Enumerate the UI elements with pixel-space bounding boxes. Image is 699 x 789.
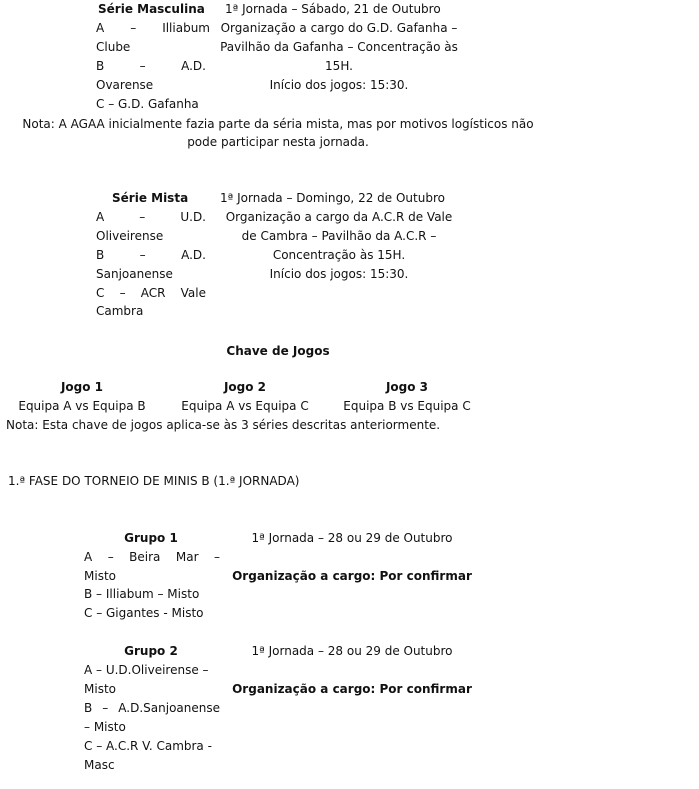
grupo2-title: Grupo 2 [124, 644, 178, 658]
team-name: Illiabum [162, 21, 210, 35]
grupo2-team-c-cont: Masc [84, 758, 115, 772]
serie-mista-team-a-cont: Oliveirense [96, 229, 164, 243]
team-letter: C [96, 286, 105, 300]
serie-masculina-team-c: C – G.D. Gafanha [96, 97, 199, 111]
team-word: Mar [175, 550, 199, 564]
team-word: – [102, 701, 109, 715]
serie-masculina-org-line: Pavilhão da Gafanha – Concentração às [220, 40, 458, 54]
serie-masculina-title: Série Masculina [98, 2, 205, 16]
fase-heading: 1.ª FASE DO TORNEIO DE MINIS B (1.ª JORNADA) [8, 474, 300, 488]
team-dash: – [139, 59, 146, 73]
team-word: – [213, 550, 220, 564]
grupo2-team-a-cont: Misto [84, 682, 116, 696]
grupo2-team-a: A – U.D.Oliveirense – [84, 663, 209, 677]
serie-masculina-team-b-cont: Ovarense [96, 78, 154, 92]
team-letter: A [96, 210, 105, 224]
serie-masculina-team-b [96, 57, 206, 76]
team-dash: – [130, 21, 137, 35]
game-match: Equipa A vs Equipa B [18, 399, 146, 413]
grupo2-team-b [84, 699, 220, 718]
team-letter: B [96, 59, 105, 73]
chave-note: Nota: Esta chave de jogos aplica-se às 3 séries descritas anteriormente. [6, 418, 441, 432]
serie-mista-team-c-cont: Cambra [96, 304, 144, 318]
team-dash: – [119, 286, 126, 300]
serie-mista-team-a [96, 208, 206, 227]
team-dash: – [139, 248, 146, 262]
team-name: A.D. [181, 59, 206, 73]
grupo1-team-a-cont: Misto [84, 569, 116, 583]
serie-masculina-team-a [96, 19, 210, 38]
team-name: Vale [180, 286, 206, 300]
serie-mista-team-b-cont: Sanjoanense [96, 267, 173, 281]
serie-mista-org-line: Concentração às 15H. [272, 248, 406, 262]
serie-masculina-note: Nota: A AGAA inicialmente fazia parte da séria mista, mas por motivos logísticos não [22, 117, 534, 131]
game-title: Jogo 2 [223, 380, 267, 394]
team-letter: B [96, 248, 105, 262]
grupo1-team-a [84, 548, 220, 567]
team-dash: – [139, 210, 146, 224]
team-word: B [84, 701, 93, 715]
game-match: Equipa A vs Equipa C [181, 399, 309, 413]
game-match: Equipa B vs Equipa C [343, 399, 471, 413]
team-word: – [107, 550, 114, 564]
team-letter: A [96, 21, 105, 35]
team-word: Beira [129, 550, 161, 564]
team-name: ACR [140, 286, 166, 300]
serie-mista-org-line: de Cambra – Pavilhão da A.C.R – [241, 229, 437, 243]
team-name: A.D. [181, 248, 206, 262]
serie-masculina-org-line: Início dos jogos: 15:30. [269, 78, 409, 92]
serie-masculina-team-a-cont: Clube [96, 40, 131, 54]
game-title: Jogo 1 [60, 380, 104, 394]
serie-mista-team-b [96, 246, 206, 265]
serie-masculina-org-line: 15H. [325, 59, 353, 73]
grupo1-team-b: B – Illiabum – Misto [84, 587, 200, 601]
serie-masculina-jornada: 1ª Jornada – Sábado, 21 de Outubro [225, 2, 441, 16]
serie-masculina-note: pode participar nesta jornada. [187, 135, 369, 149]
team-name: U.D. [180, 210, 206, 224]
serie-mista-org-line: Organização a cargo da A.C.R de Vale [225, 210, 453, 224]
team-word: A [84, 550, 93, 564]
serie-mista-team-c [96, 284, 206, 303]
grupo2-team-b-cont: – Misto [84, 720, 126, 734]
game-title: Jogo 3 [385, 380, 429, 394]
grupo2-jornada: 1ª Jornada – 28 ou 29 de Outubro [251, 644, 453, 658]
team-word: A.D.Sanjoanense [118, 701, 220, 715]
serie-mista-title: Série Mista [112, 191, 189, 205]
grupo1-org: Organização a cargo: Por confirmar [232, 569, 472, 583]
grupo2-team-c: C – A.C.R V. Cambra - [84, 739, 212, 753]
chave-title: Chave de Jogos [226, 344, 330, 358]
serie-masculina-org-line: Organização a cargo do G.D. Gafanha – [220, 21, 458, 35]
grupo1-jornada: 1ª Jornada – 28 ou 29 de Outubro [251, 531, 453, 545]
serie-mista-org-line: Início dos jogos: 15:30. [269, 267, 409, 281]
serie-mista-jornada: 1ª Jornada – Domingo, 22 de Outubro [220, 191, 445, 205]
grupo2-org: Organização a cargo: Por confirmar [232, 682, 472, 696]
grupo1-team-c: C – Gigantes - Misto [84, 606, 204, 620]
grupo1-title: Grupo 1 [124, 531, 178, 545]
